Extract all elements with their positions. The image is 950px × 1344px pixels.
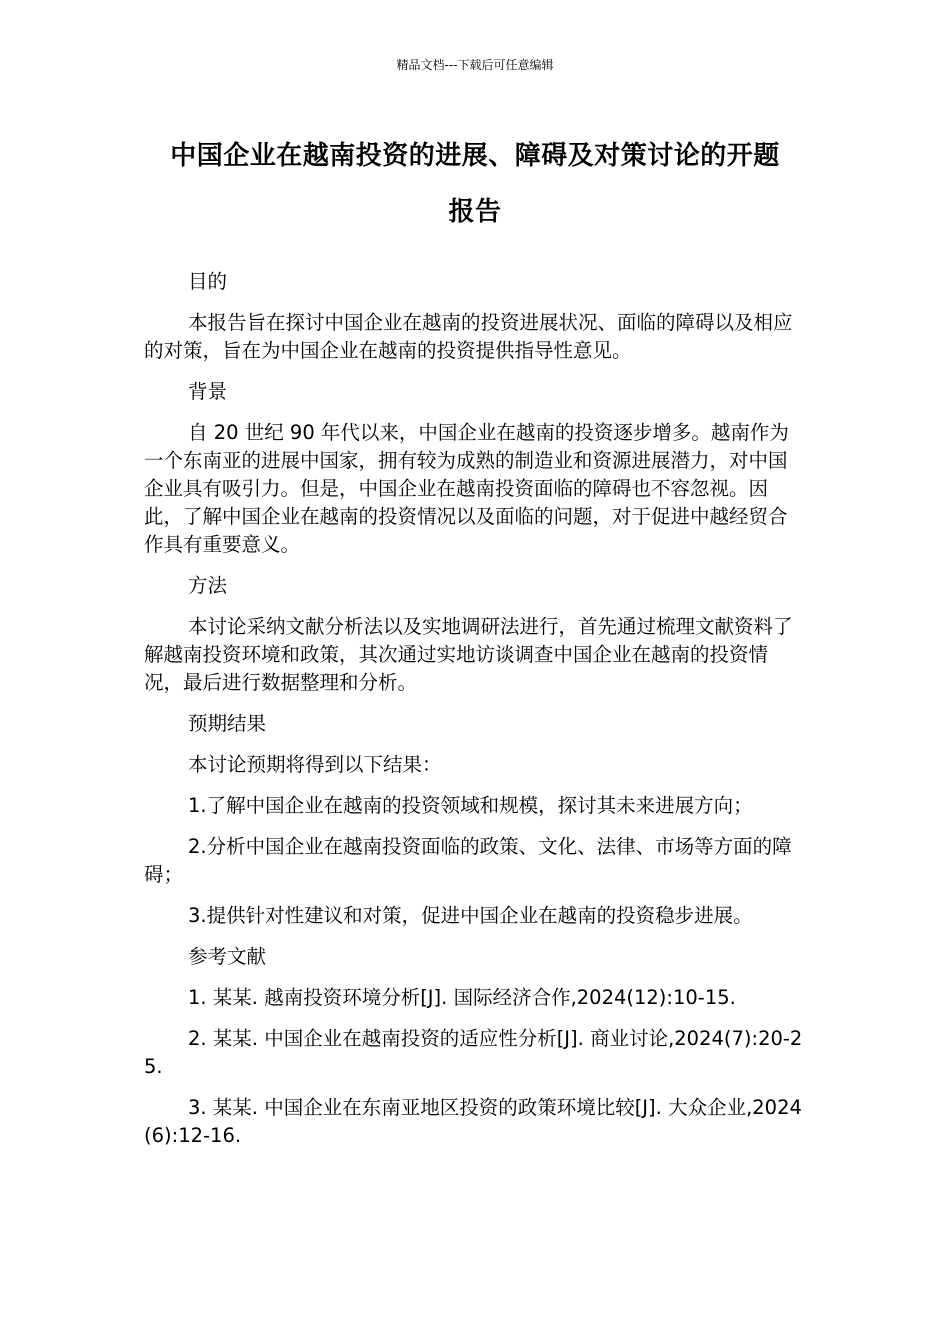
references-heading: 参考文献 [188, 945, 267, 968]
reference-item-1: 1. 某某. 越南投资环境分析[J]. 国际经济合作,2024(12):10-15. [188, 986, 736, 1009]
purpose-heading: 目的 [188, 270, 228, 293]
results-item-2: 2.分析中国企业在越南投资面临的政策、文化、法律、市场等方面的障碍； [144, 835, 792, 886]
reference-item-3: 3. 某某. 中国企业在东南亚地区投资的政策环境比较[J]. 大众企业,2024(6):12-16. [144, 1096, 802, 1147]
background-heading: 背景 [188, 380, 228, 403]
purpose-paragraph: 本报告旨在探讨中国企业在越南的投资进展状况、面临的障碍以及相应的对策，旨在为中国企业在越南的投资提供指导性意见。 [144, 311, 793, 362]
results-intro: 本讨论预期将得到以下结果： [188, 753, 442, 776]
results-heading: 预期结果 [188, 712, 267, 735]
results-item-3: 3.提供针对性建议和对策，促进中国企业在越南的投资稳步进展。 [188, 904, 753, 927]
reference-item-2: 2. 某某. 中国企业在越南投资的适应性分析[J]. 商业讨论,2024(7):20-25. [144, 1027, 803, 1078]
title-line-2: 报告 [448, 197, 502, 227]
results-item-1: 1.了解中国企业在越南的投资领域和规模，探讨其未来进展方向； [188, 794, 753, 817]
title-line-1: 中国企业在越南投资的进展、障碍及对策讨论的开题 [170, 141, 780, 171]
background-paragraph: 自 20 世纪 90 年代以来，中国企业在越南的投资逐步增多。越南作为一个东南亚的进展中国家，拥有较为成熟的制造业和资源进展潜力，对中国企业具有吸引力。但是，中国企业在越南投资面临的障碍也不容忽视。因此，了解中国企业在越南的投资情况以及面临的问题，对于促进中越经贸合作具有重要意义。 [144, 421, 789, 556]
method-heading: 方法 [188, 574, 228, 597]
header-note: 精品文档---下载后可任意编辑 [396, 58, 554, 72]
page-title [120, 128, 830, 240]
method-paragraph: 本讨论采纳文献分析法以及实地调研法进行，首先通过梳理文献资料了解越南投资环境和政策，其次通过实地访谈调查中国企业在越南的投资情况，最后进行数据整理和分析。 [144, 615, 793, 694]
document-body [144, 268, 806, 1163]
